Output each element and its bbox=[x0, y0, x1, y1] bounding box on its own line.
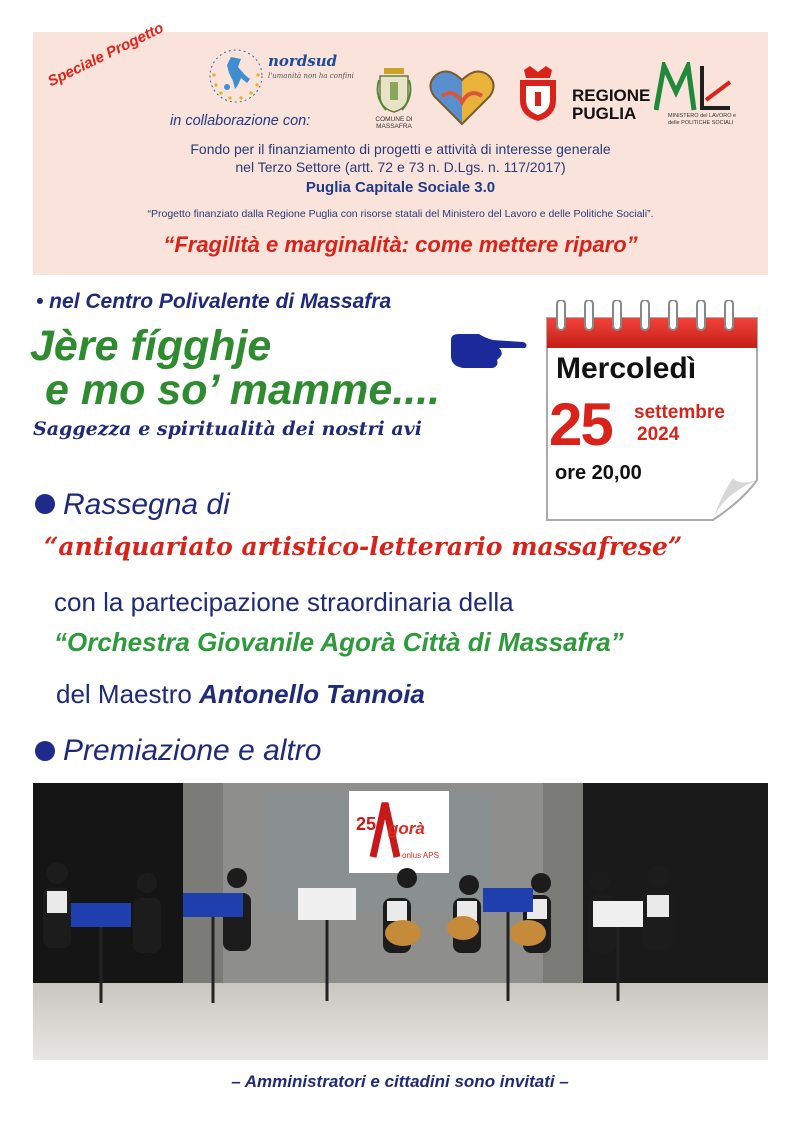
nordsud-tagline: l'umanità non ha confini bbox=[268, 72, 354, 80]
nordsud-logo bbox=[205, 45, 267, 107]
premiazione-label: Premiazione e altro bbox=[63, 734, 322, 767]
pointing-hand-icon bbox=[449, 330, 529, 370]
program-title: Puglia Capitale Sociale 3.0 bbox=[305, 179, 496, 196]
project-title: “Fragilità e marginalità: come mettere riparo” bbox=[163, 232, 638, 257]
ministero-caption-text: MINISTERO del LAVORO e delle POLITICHE SOCIALI bbox=[668, 113, 737, 126]
antiquariato-title: “antiquariato artistico-letterario massafrese” bbox=[44, 532, 683, 561]
regione-puglia-text: REGIONE PUGLIA bbox=[572, 86, 651, 123]
agora-logo-name: gorà bbox=[388, 819, 425, 838]
massafra-crest-icon bbox=[376, 66, 412, 114]
collaboration-label: in collaborazione con: bbox=[170, 113, 311, 129]
fondo-line-2: nel Terzo Settore (artt. 72 e 73 n. D.Lgs. n. 117/2017) bbox=[235, 159, 566, 175]
ministero-lavoro-logo bbox=[654, 62, 734, 114]
calendar-time: ore 20,00 bbox=[555, 462, 642, 484]
maestro-name: Antonello Tannoia bbox=[199, 679, 425, 709]
calendar-day: 25 bbox=[549, 391, 612, 458]
event-subtitle: Saggezza e spiritualità dei nostri avi bbox=[33, 418, 422, 440]
rassegna-label: Rassegna di bbox=[63, 488, 230, 521]
bullet-icon bbox=[35, 494, 55, 514]
orchestra-name: “Orchestra Giovanile Agorà Città di Massafra” bbox=[54, 627, 624, 657]
footer-invitation: – Amministratori e cittadini sono invitati – bbox=[231, 1072, 569, 1091]
agora-logo-sub: onlus APS bbox=[402, 851, 439, 860]
speciale-progetto-badge: Speciale Progetto bbox=[45, 19, 167, 91]
maestro-prefix: del Maestro bbox=[56, 679, 200, 709]
calendar-weekday: Mercoledì bbox=[556, 352, 697, 385]
ministero-caption bbox=[668, 113, 738, 126]
fondo-line-1: Fondo per il finanziamento di progetti e attività di interesse generale bbox=[190, 141, 611, 157]
massafra-caption: COMUNE DI MASSAFRA bbox=[375, 116, 413, 130]
calendar-year: 2024 bbox=[637, 424, 680, 445]
agora-logo-number: 25 bbox=[356, 814, 377, 834]
regione-puglia-crest-icon bbox=[518, 66, 558, 122]
event-title-line-1: Jère fígghje bbox=[30, 322, 272, 370]
regione-puglia-label bbox=[572, 87, 652, 123]
nordsud-name: nordsud bbox=[268, 52, 338, 70]
partecipazione-line: con la partecipazione straordinaria della bbox=[54, 587, 514, 617]
maestro-line bbox=[56, 679, 425, 710]
venue-line: • nel Centro Polivalente di Massafra bbox=[36, 290, 392, 313]
calendar-month: settembre bbox=[634, 402, 725, 423]
event-title-line-2: e mo so’ mamme.... bbox=[45, 366, 441, 414]
fondo-text bbox=[33, 140, 768, 176]
heart-hands-logo bbox=[428, 66, 496, 128]
bullet-icon bbox=[35, 741, 55, 761]
funding-note: “Progetto finanziato dalla Regione Puglia con risorse statali del Ministero del Lavoro e delle Politiche Sociali”. bbox=[147, 208, 654, 220]
